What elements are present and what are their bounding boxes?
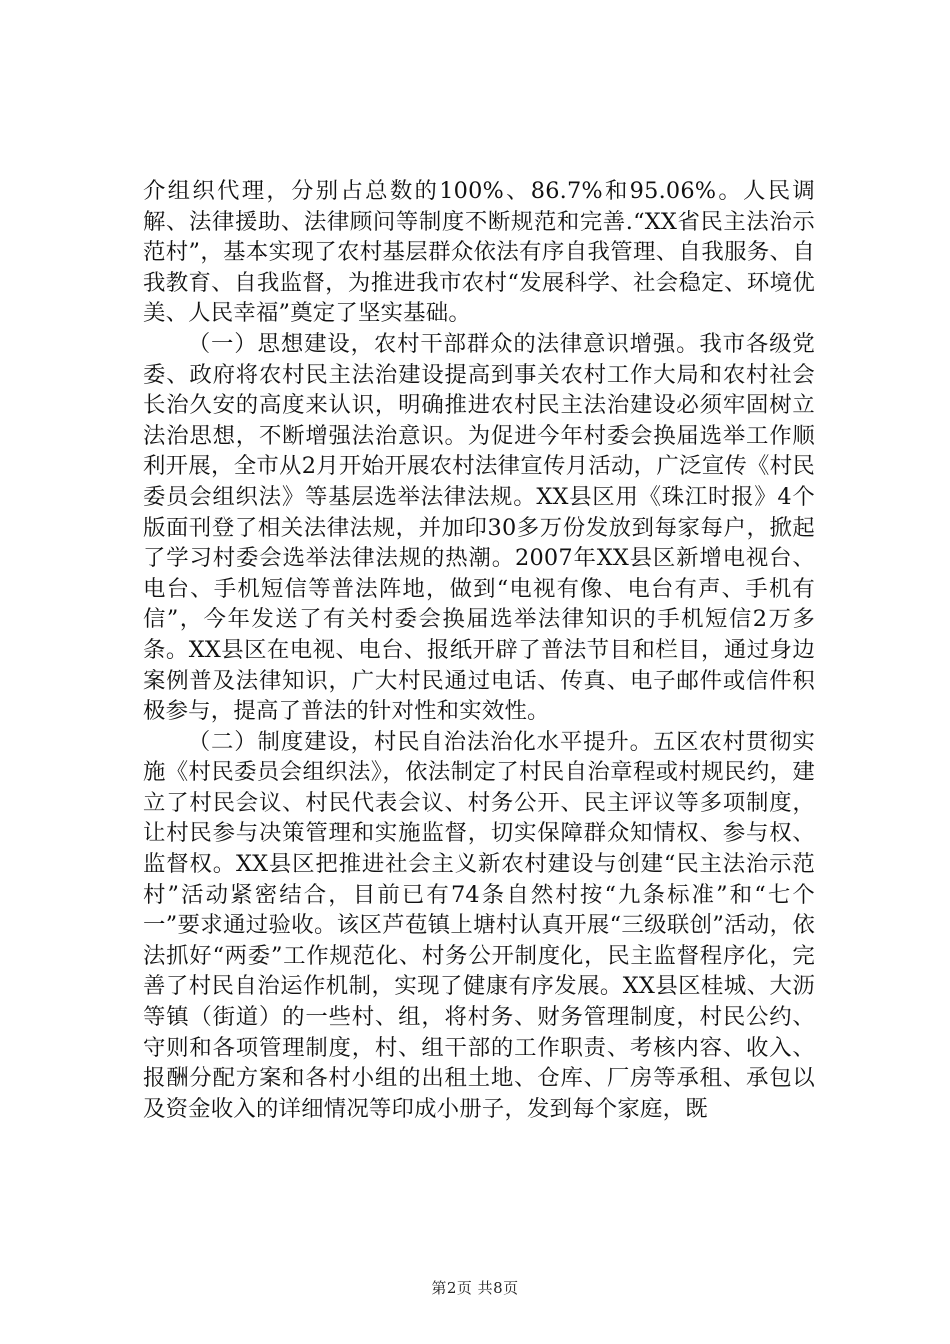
paragraph-ideological-construction: （一）思想建设，农村干部群众的法律意识增强。我市各级党委、政府将农村民主法治建设提高到事关农村工作大局和农村社会长治久安的高度来认识，明确推进农村民主法治建设必须牢固树立法治思想，不断增强法治意识。为促进今年村委会换届选举工作顺利开展，全市从2月开始开展农村法律宣传月活动，广泛宣传《村民委员会组织法》等基层选举法律法规。XX县区用《珠江时报》4个版面刊登了相关法律法规，并加印30多万份发放到每家每户，掀起了学习村委会选举法律法规的热潮。2007年XX县区新增电视台、电台、手机短信等普法阵地，做到“电视有像、电台有声、手机有信”，今年发送了有关村委会换届选举法律知识的手机短信2万多条。XX县区在电视、电台、报纸开辟了普法节目和栏目，通过身边案例普及法律知识，广大村民通过电话、传真、电子邮件或信件积极参与，提高了普法的针对性和实效性。 xyxy=(143,330,815,725)
page-number-footer: 第2页 共8页 xyxy=(431,1279,519,1297)
document-body xyxy=(143,176,815,1124)
paragraph-institutional-construction: （二）制度建设，村民自治法治化水平提升。五区农村贯彻实施《村民委员会组织法》，依法制定了村民自治章程或村规民约，建立了村民会议、村民代表会议、村务公开、民主评议等多项制度，让村民参与决策管理和实施监督，切实保障群众知情权、参与权、监督权。XX县区把推进社会主义新农村建设与创建“民主法治示范村”活动紧密结合，目前已有74条自然村按“九条标准”和“七个一”要求通过验收。该区芦苞镇上塘村认真开展“三级联创”活动，依法抓好“两委”工作规范化、村务公开制度化，民主监督程序化，完善了村民自治运作机制，实现了健康有序发展。XX县区桂城、大沥等镇（街道）的一些村、组，将村务、财务管理制度，村民公约、守则和各项管理制度，村、组干部的工作职责、考核内容、收入、报酬分配方案和各村小组的出租土地、仓库、厂房等承租、承包以及资金收入的详细情况等印成小册子，发到每个家庭，既 xyxy=(143,728,815,1122)
paragraph-intro-continuation: 介组织代理，分别占总数的100%、86.7%和95.06%。人民调解、法律援助、法律顾问等制度不断规范和完善.“XX省民主法治示范村”，基本实现了农村基层群众依法有序自我管理、自我服务、自我教育、自我监督，为推进我市农村“发展科学、社会稳定、环境优美、人民幸福”奠定了坚实基础。 xyxy=(143,178,815,327)
